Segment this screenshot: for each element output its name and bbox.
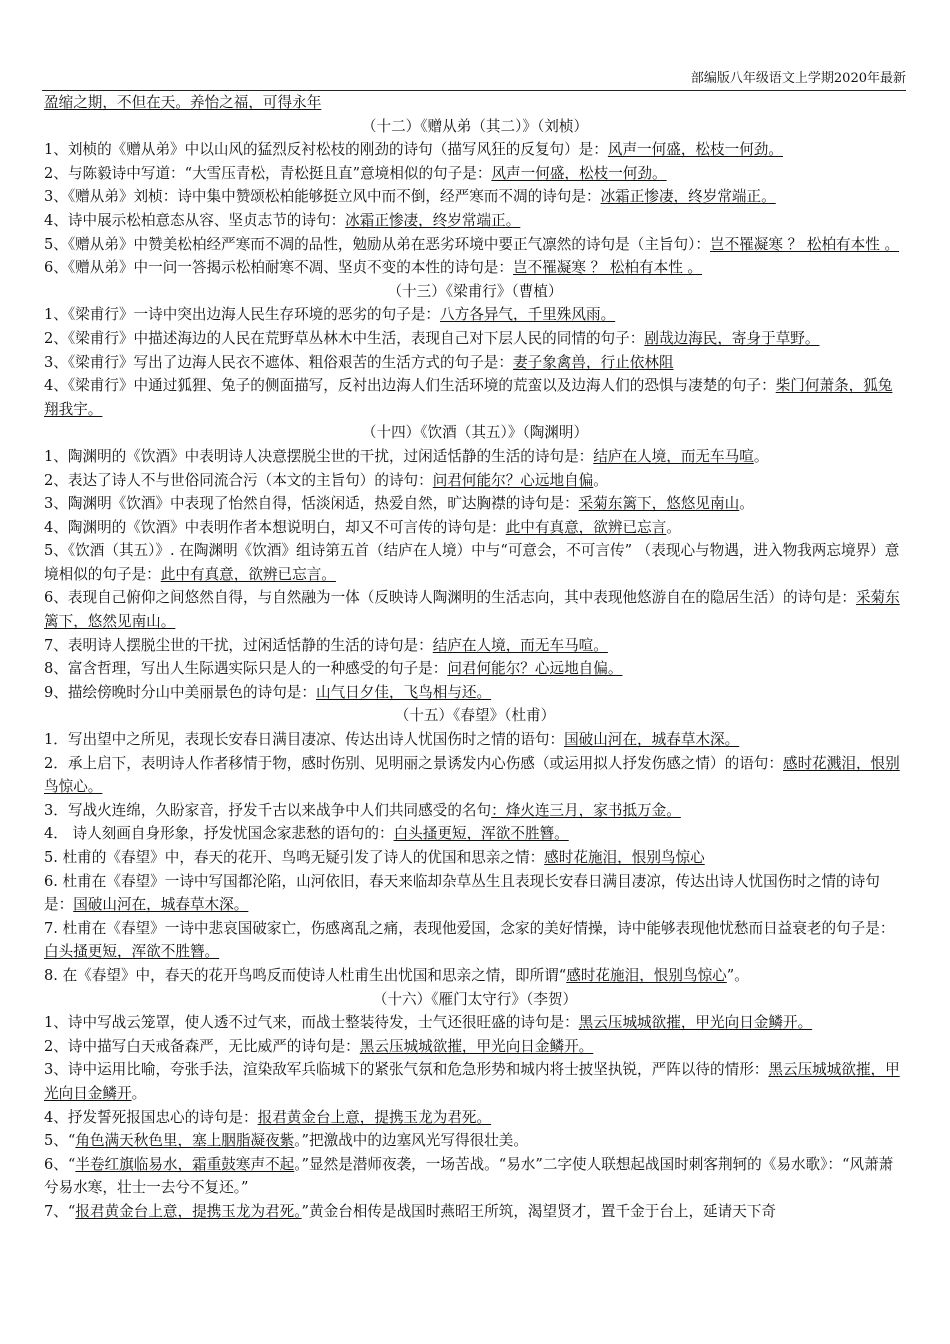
answer-text: 角色满天秋色里，塞上胭脂凝夜紫 xyxy=(75,1132,295,1150)
question-text: 1、刘桢的《赠从弟》中以山风的猛烈反衬松枝的刚劲的诗句（描写风狂的反复句）是： xyxy=(44,141,608,159)
item-line xyxy=(44,256,906,280)
question-text: 2、诗中描写白天戒备森严，无比威严的诗句是： xyxy=(44,1037,360,1055)
answer-text: 冰霜正惨凄，终岁常端正。 xyxy=(600,188,776,206)
section-title xyxy=(44,115,906,139)
item-line xyxy=(44,1200,906,1224)
item-line xyxy=(44,822,906,846)
answer-text: 半卷红旗临易水，霜重鼓寒声不起 xyxy=(75,1155,295,1173)
answer-text: 国破山河在，城春草木深。 xyxy=(73,896,249,914)
answer-text: 八方各异气，千里殊风雨。 xyxy=(440,306,616,324)
item-line xyxy=(44,233,906,257)
section-title xyxy=(44,421,906,445)
header-text: 部编版八年级语文上学期2020年最新 xyxy=(690,71,906,86)
question-text: 7、“ xyxy=(44,1202,76,1220)
section-title xyxy=(44,704,906,728)
question-text: 。”显然是潜师夜袭，一场苦战。“易水”二字使人联想起战国时刺客荆轲的《易水歌》：“风萧萧兮易水寒，壮士一去兮不复还。” xyxy=(44,1155,894,1197)
item-line xyxy=(44,1153,906,1200)
question-text: 4． 诗人刻画自身形象，抒发忧国念家悲愁的语句的： xyxy=(44,825,394,843)
answer-text: 感时花施泪，恨别鸟惊心 xyxy=(544,849,705,866)
answer-text: 此中有真意，欲辨已忘言。 xyxy=(160,565,336,583)
question-text: 。 xyxy=(131,1084,147,1102)
question-text: 6、表现自己俯仰之间悠然自得，与自然融为一体（反映诗人陶渊明的生活志向，其中表现他悠游自在的隐居生活）的诗句是： xyxy=(44,589,856,607)
item-line xyxy=(44,917,906,964)
answer-text: 报君黄金台上意，提携玉龙为君死。 xyxy=(257,1108,492,1126)
question-text: 8. 在《春望》中，春天的花开鸟鸣反而使诗人杜甫生出忧国和思亲之情，即所谓“ xyxy=(44,966,567,984)
answer-text: 采菊东篱下，悠然见南山。 xyxy=(44,589,900,631)
item-line xyxy=(44,162,906,186)
question-text: 5、《赠从弟》中赞美松柏经严寒而不凋的品性，勉励从弟在恶劣环境中要正气凛然的诗句是（主旨句）： xyxy=(44,235,711,253)
answer-text: 感时花施泪，恨别鸟惊心 xyxy=(566,966,727,984)
answer-text: 采菊东篱下，悠悠见南山 xyxy=(578,495,740,513)
question-text: 8、富含哲理，写出人生际遇实际只是人的一种感受的句子是： xyxy=(44,660,448,678)
item-line xyxy=(44,1106,906,1130)
item-line xyxy=(44,185,906,209)
question-text: （十五）《春望》（杜甫） xyxy=(394,707,556,725)
question-text: （十四）《饮酒（其五）》（陶渊明） xyxy=(361,424,589,442)
question-text: 1．写出望中之所见，表现长安春日满目凄凉、传达出诗人忧国伤时之情的语句： xyxy=(44,731,565,749)
answer-text: 国破山河在，城春草木深。 xyxy=(564,731,740,749)
question-text: 4、诗中展示松柏意态从容、坚贞志节的诗句： xyxy=(44,211,346,229)
answer-text: 风声一何盛，松枝一何劲。 xyxy=(607,141,783,159)
answer-text: 感时花溅泪，恨别鸟惊心。 xyxy=(44,754,900,796)
question-text: 7. 杜甫在《春望》一诗中悲哀国破家亡，伤感离乱之痛，表现他爱国，念家的美好情操，诗中能够表现他忧愁而日益衰老的句子是： xyxy=(44,919,895,937)
question-text: 2、与陈毅诗中写道：“大雪压青松，青松挺且直”意境相似的句子是： xyxy=(44,164,492,182)
item-line xyxy=(44,516,906,540)
question-text: 3、陶渊明《饮酒》中表现了怡然自得，恬淡闲适，热爱自然，旷达胸襟的诗句是： xyxy=(44,495,579,513)
question-text: 3、诗中运用比喻，夸张手法，渲染敌军兵临城下的紧张气氛和危急形势和城内将士披坚执锐，严阵以待的情形： xyxy=(44,1061,769,1079)
question-text: 7、表明诗人摆脱尘世的干扰，过闲适恬静的生活的诗句是： xyxy=(44,636,433,654)
answer-text: 冰霜正惨凄，终岁常端正。 xyxy=(345,211,521,229)
question-text: 5、《饮酒（其五）》. 在陶渊明《饮酒》组诗第五首（结庐在人境）中与“可意会，不可言传” （表现心与物遇，进入物我两忘境界）意境相似的句子是： xyxy=(44,542,900,583)
answer-text: 结庐在人境，而无车马喧。 xyxy=(432,636,608,654)
question-text: 6、“ xyxy=(44,1155,76,1173)
item-line xyxy=(44,870,906,917)
question-text: 9、描绘傍晚时分山中美丽景色的诗句是： xyxy=(44,683,316,701)
section-title xyxy=(44,988,906,1012)
question-text: 2、表达了诗人不与世俗同流合污（本文的主旨句）的诗句： xyxy=(44,471,433,489)
answer-text: 问君何能尔？心远地自偏。 xyxy=(447,660,623,678)
answer-text: ：烽火连三月，家书抵万金。 xyxy=(491,801,681,819)
question-text: 1、《梁甫行》一诗中突出边海人民生存环境的恶劣的句子是： xyxy=(44,306,441,324)
item-line xyxy=(44,1129,906,1153)
question-text: 3、《梁甫行》写出了边海人民衣不遮体、粗俗艰苦的生活方式的句子是： xyxy=(44,353,513,371)
answer-text: 妻子象禽兽，行止依林阻 xyxy=(513,353,674,371)
question-text: 。 xyxy=(666,518,681,536)
question-text: ”黄金台相传是战国时燕昭王所筑，渴望贤才，置千金于台上，延请天下奇 xyxy=(301,1202,777,1220)
item-line xyxy=(44,91,906,115)
question-text: 1、诗中写战云笼罩，使人透不过气来，而战士整装待发，士气还很旺盛的诗句是： xyxy=(44,1014,579,1032)
item-line xyxy=(44,138,906,162)
question-text: 4、抒发誓死报国忠心的诗句是： xyxy=(44,1108,258,1126)
question-text: 4、《梁甫行》中通过狐狸、兔子的侧面描写，反衬出边海人们生活环境的荒蛮以及边海人们的恐惧与凄楚的句子： xyxy=(44,377,776,395)
item-line xyxy=(44,539,906,586)
answer-text: 白头搔更短，浑欲不胜簪。 xyxy=(44,943,220,961)
item-line xyxy=(44,303,906,327)
item-line xyxy=(44,492,906,516)
answer-text: 盈缩之期，不但在天。养怡之福，可得永年 xyxy=(44,94,322,111)
answer-text: 黑云压城城欲摧，甲光向日金鳞开。 xyxy=(578,1014,813,1032)
item-line xyxy=(44,351,906,375)
answer-text: 黑云压城城欲摧，甲光向日金鳞开 xyxy=(44,1061,900,1102)
question-text: 2、《梁甫行》中描述海边的人民在荒野草丛林木中生活，表现自己对下层人民的同情的句子： xyxy=(44,329,645,347)
item-line xyxy=(44,1035,906,1059)
question-text: 3、《赠从弟》刘桢：诗中集中赞颂松柏能够挺立风中而不倒，经严寒而不凋的诗句是： xyxy=(44,188,601,206)
answer-text: 白头搔更短，浑欲不胜簪。 xyxy=(393,825,569,843)
item-line xyxy=(44,657,906,681)
question-text: 2．承上启下，表明诗人作者移情于物，感时伤别、见明丽之景诱发内心伤感（或运用拟人抒发伤感之情）的语句： xyxy=(44,754,783,772)
document-body xyxy=(44,91,906,1224)
item-line xyxy=(44,752,906,799)
section-title xyxy=(44,280,906,304)
question-text: 6. 杜甫在《春望》一诗中写国都沦陷，山河依旧，春天来临却杂草丛生且表现长安春日满目凄凉，传达出诗人忧国伤时之情的诗句是： xyxy=(44,872,880,914)
question-text: 5. 杜甫的《春望》中，春天的花开、鸟鸣无疑引发了诗人的优国和思亲之情： xyxy=(44,849,545,866)
answer-text: 剧哉边海民，寄身于草野。 xyxy=(644,329,820,347)
question-text: 4、陶渊明的《饮酒》中表明作者本想说明白，却又不可言传的诗句是： xyxy=(44,518,506,536)
item-line xyxy=(44,964,906,988)
item-line xyxy=(44,586,906,633)
question-text: ”。 xyxy=(726,966,749,984)
item-line xyxy=(44,728,906,752)
question-text: （十三）《梁甫行》（曹植） xyxy=(387,282,563,300)
answer-text: 岂不罹凝寒 ？ 松柏有本性 。 xyxy=(513,259,703,277)
question-text: 1、陶渊明的《饮酒》中表明诗人决意摆脱尘世的干扰，过闲适恬静的生活的诗句是： xyxy=(44,447,594,465)
question-text: 。”把激战中的边塞风光写得很壮美。 xyxy=(294,1132,528,1150)
item-line xyxy=(44,1011,906,1035)
question-text: 3．写战火连绵，久盼家音，抒发千古以来战争中人们共同感受的名句 xyxy=(44,801,492,819)
question-text: （十六）《雁门太守行》（李贺） xyxy=(372,990,578,1008)
item-line xyxy=(44,327,906,351)
item-line xyxy=(44,209,906,233)
question-text: 。 xyxy=(593,471,608,489)
answer-text: 结庐在人境，而无车马喧 xyxy=(593,447,754,465)
answer-text: 风声一何盛，松枝一何劲。 xyxy=(491,164,667,182)
answer-text: 报君黄金台上意，提携玉龙为君死。 xyxy=(75,1202,302,1220)
answer-text: 此中有真意，欲辨已忘言 xyxy=(505,518,667,536)
item-line xyxy=(44,1058,906,1105)
answer-text: 岂不罹凝寒 ？ 松柏有本性 。 xyxy=(710,235,900,253)
item-line xyxy=(44,374,906,421)
question-text: 6、《赠从弟》中一问一答揭示松柏耐寒不凋、坚贞不变的本性的诗句是： xyxy=(44,259,513,277)
answer-text: 黑云压城城欲摧，甲光向日金鳞开。 xyxy=(359,1037,594,1055)
answer-text: 问君何能尔？心远地自偏 xyxy=(432,471,594,489)
page-header xyxy=(42,70,906,91)
question-text: 。 xyxy=(753,447,769,465)
question-text: 5、“ xyxy=(44,1132,76,1150)
item-line xyxy=(44,799,906,823)
item-line xyxy=(44,846,906,870)
question-text: 。 xyxy=(739,495,754,513)
item-line xyxy=(44,469,906,493)
item-line xyxy=(44,634,906,658)
answer-text: 山气日夕佳，飞鸟相与还。 xyxy=(315,683,492,701)
item-line xyxy=(44,681,906,705)
item-line xyxy=(44,445,906,469)
question-text: （十二）《赠从弟（其二）》（刘桢） xyxy=(361,117,589,135)
answer-text: 柴门何萧条，狐兔翔我宇。 xyxy=(44,377,893,418)
